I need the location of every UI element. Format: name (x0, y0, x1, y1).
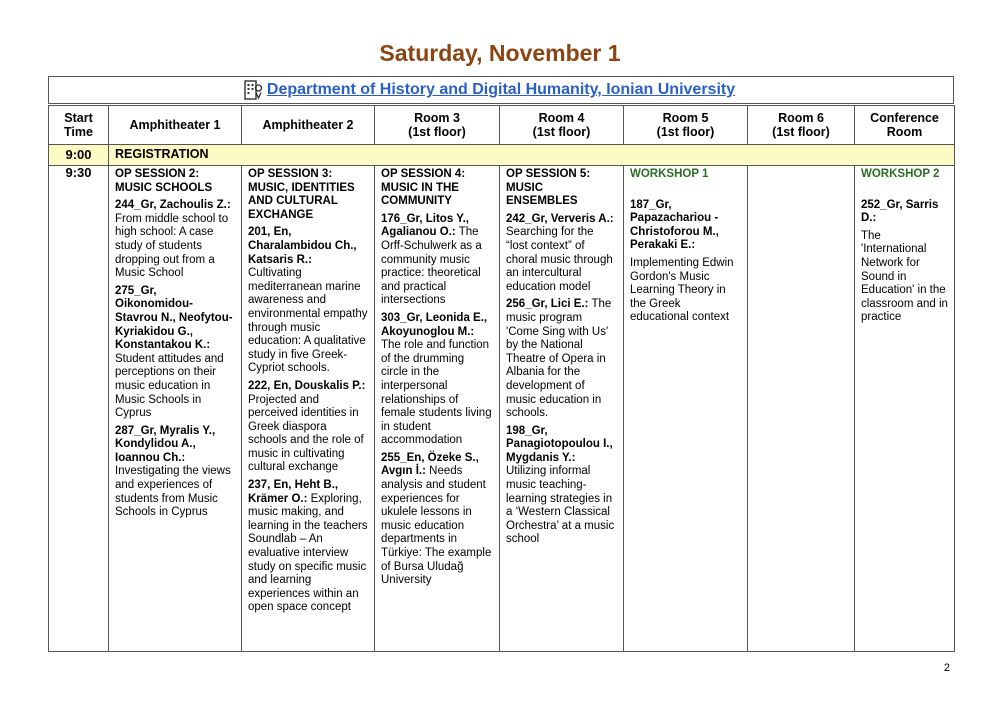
header-row (49, 106, 955, 145)
venue-bar (48, 76, 954, 104)
paper-entry: 176_Gr, Litos Y., Agalianou O.: The Orff-Schulwerk as a community music practice: theoretical and practical intersections (381, 212, 482, 307)
paper-entry: 222, En, Douskalis P.: Projected and perceived identities in Greek diaspora schools and the role of music in cultivating cultural exchange (248, 379, 366, 474)
workshop-authors: 187_Gr, Papazachariou - Christoforou M., Perakaki E.: (630, 198, 719, 252)
workshop-authors: 252_Gr, Sarris D.: (861, 198, 939, 225)
page-title: Saturday, November 1 (379, 40, 621, 66)
workshop-title: WORKSHOP 1 (630, 168, 709, 180)
header-room-6: Room 6 (1st floor) (748, 106, 855, 145)
cell-room-3 (375, 166, 500, 652)
paper-entry: 201, En, Charalambidou Ch., Katsaris R.: Cultivating mediterranean marine awareness and environmental empathy through music education: A qualitative study in five Greek-Cypriot schools. (248, 226, 368, 375)
registration-time: 9:00 (49, 145, 109, 166)
cell-conference-room (855, 166, 955, 652)
cell-amphitheater-1 (109, 166, 242, 652)
session-time: 9:30 (49, 166, 109, 652)
cell-room-6 (748, 166, 855, 652)
session-title: OP SESSION 2: MUSIC SCHOOLS (115, 168, 213, 194)
cell-room-5 (624, 166, 748, 652)
paper-entry: 198_Gr, Panagiotopoulou I., Mygdanis Y.: Utilizing informal music teaching-learning strategies in a ‘Western Classical Orchestra’ at a music school (506, 424, 615, 546)
paper-entry: 303_Gr, Leonida E., Akoyunoglou M.: The role and function of the drumming circle in the interpersonal relationships of female students living in student accommodation (381, 311, 492, 447)
paper-entry: 237, En, Heht B., Krämer O.: Exploring, music making, and learning in the teachers Soundlab – An evaluative interview study on specific music and learning experiences within an open space concept (248, 479, 368, 614)
page-number: 2 (943, 662, 950, 674)
cell-amphitheater-2 (242, 166, 375, 652)
registration-label: REGISTRATION (109, 145, 955, 166)
header-room-4: Room 4 (1st floor) (500, 106, 624, 145)
paper-entry: 287_Gr, Myralis Y., Kondylidou A., Ioannou Ch.: Investigating the views and experiences of students from Music Schools in Cyprus (115, 424, 231, 519)
paper-entry: 275_Gr, Oikonomidou-Stavrou N., Neofytou-Kyriakidou G., Konstantakou K.: Student attitudes and perceptions on their music education in Music Schools in Cyprus (115, 284, 233, 420)
session-title: OP SESSION 5: MUSIC ENSEMBLES (506, 168, 591, 208)
header-room-5: Room 5 (1st floor) (624, 106, 748, 145)
header-amphitheater-1: Amphitheater 1 (109, 106, 242, 145)
paper-entry: 244_Gr, Zachoulis Z.: From middle school to high school: A case study of students dropping out from a Music School (115, 199, 231, 280)
venue-title: Department of History and Digital Humanity, Ionian University (266, 81, 736, 98)
cell-room-4 (500, 166, 624, 652)
workshop-description: Implementing Edwin Gordon's Music Learning Theory in the Greek educational context (630, 256, 734, 324)
header-amphitheater-2: Amphitheater 2 (242, 106, 375, 145)
header-room-3: Room 3 (1st floor) (375, 106, 500, 145)
workshop-description: The 'International Network for Sound in Education' in the classroom and in practice (861, 229, 948, 324)
session-title: OP SESSION 3: MUSIC, IDENTITIES AND CULTURAL EXCHANGE (248, 168, 355, 221)
paper-entry: 242_Gr, Ververis A.: Searching for the “lost context” of choral music through an intercultural education model (506, 212, 614, 293)
registration-row (49, 145, 955, 166)
session-title: OP SESSION 4: MUSIC IN THE COMMUNITY (381, 168, 466, 208)
workshop-title: WORKSHOP 2 (861, 168, 940, 180)
session-row (49, 166, 955, 652)
paper-entry: 255_En, Özeke S., Avgın İ.: Needs analysis and student experiences for ukulele lessons in music education departments in Türkiye: The example of Bursa Uludağ University (381, 451, 492, 587)
paper-entry: 256_Gr, Lici E.: The music program 'Come Sing with Us' by the National Theatre of Opera in Albania for the development of music education in schools. (506, 298, 612, 420)
header-conference-room: Conference Room (855, 106, 955, 145)
schedule-table (48, 105, 955, 652)
header-start-time: Start Time (49, 106, 109, 145)
